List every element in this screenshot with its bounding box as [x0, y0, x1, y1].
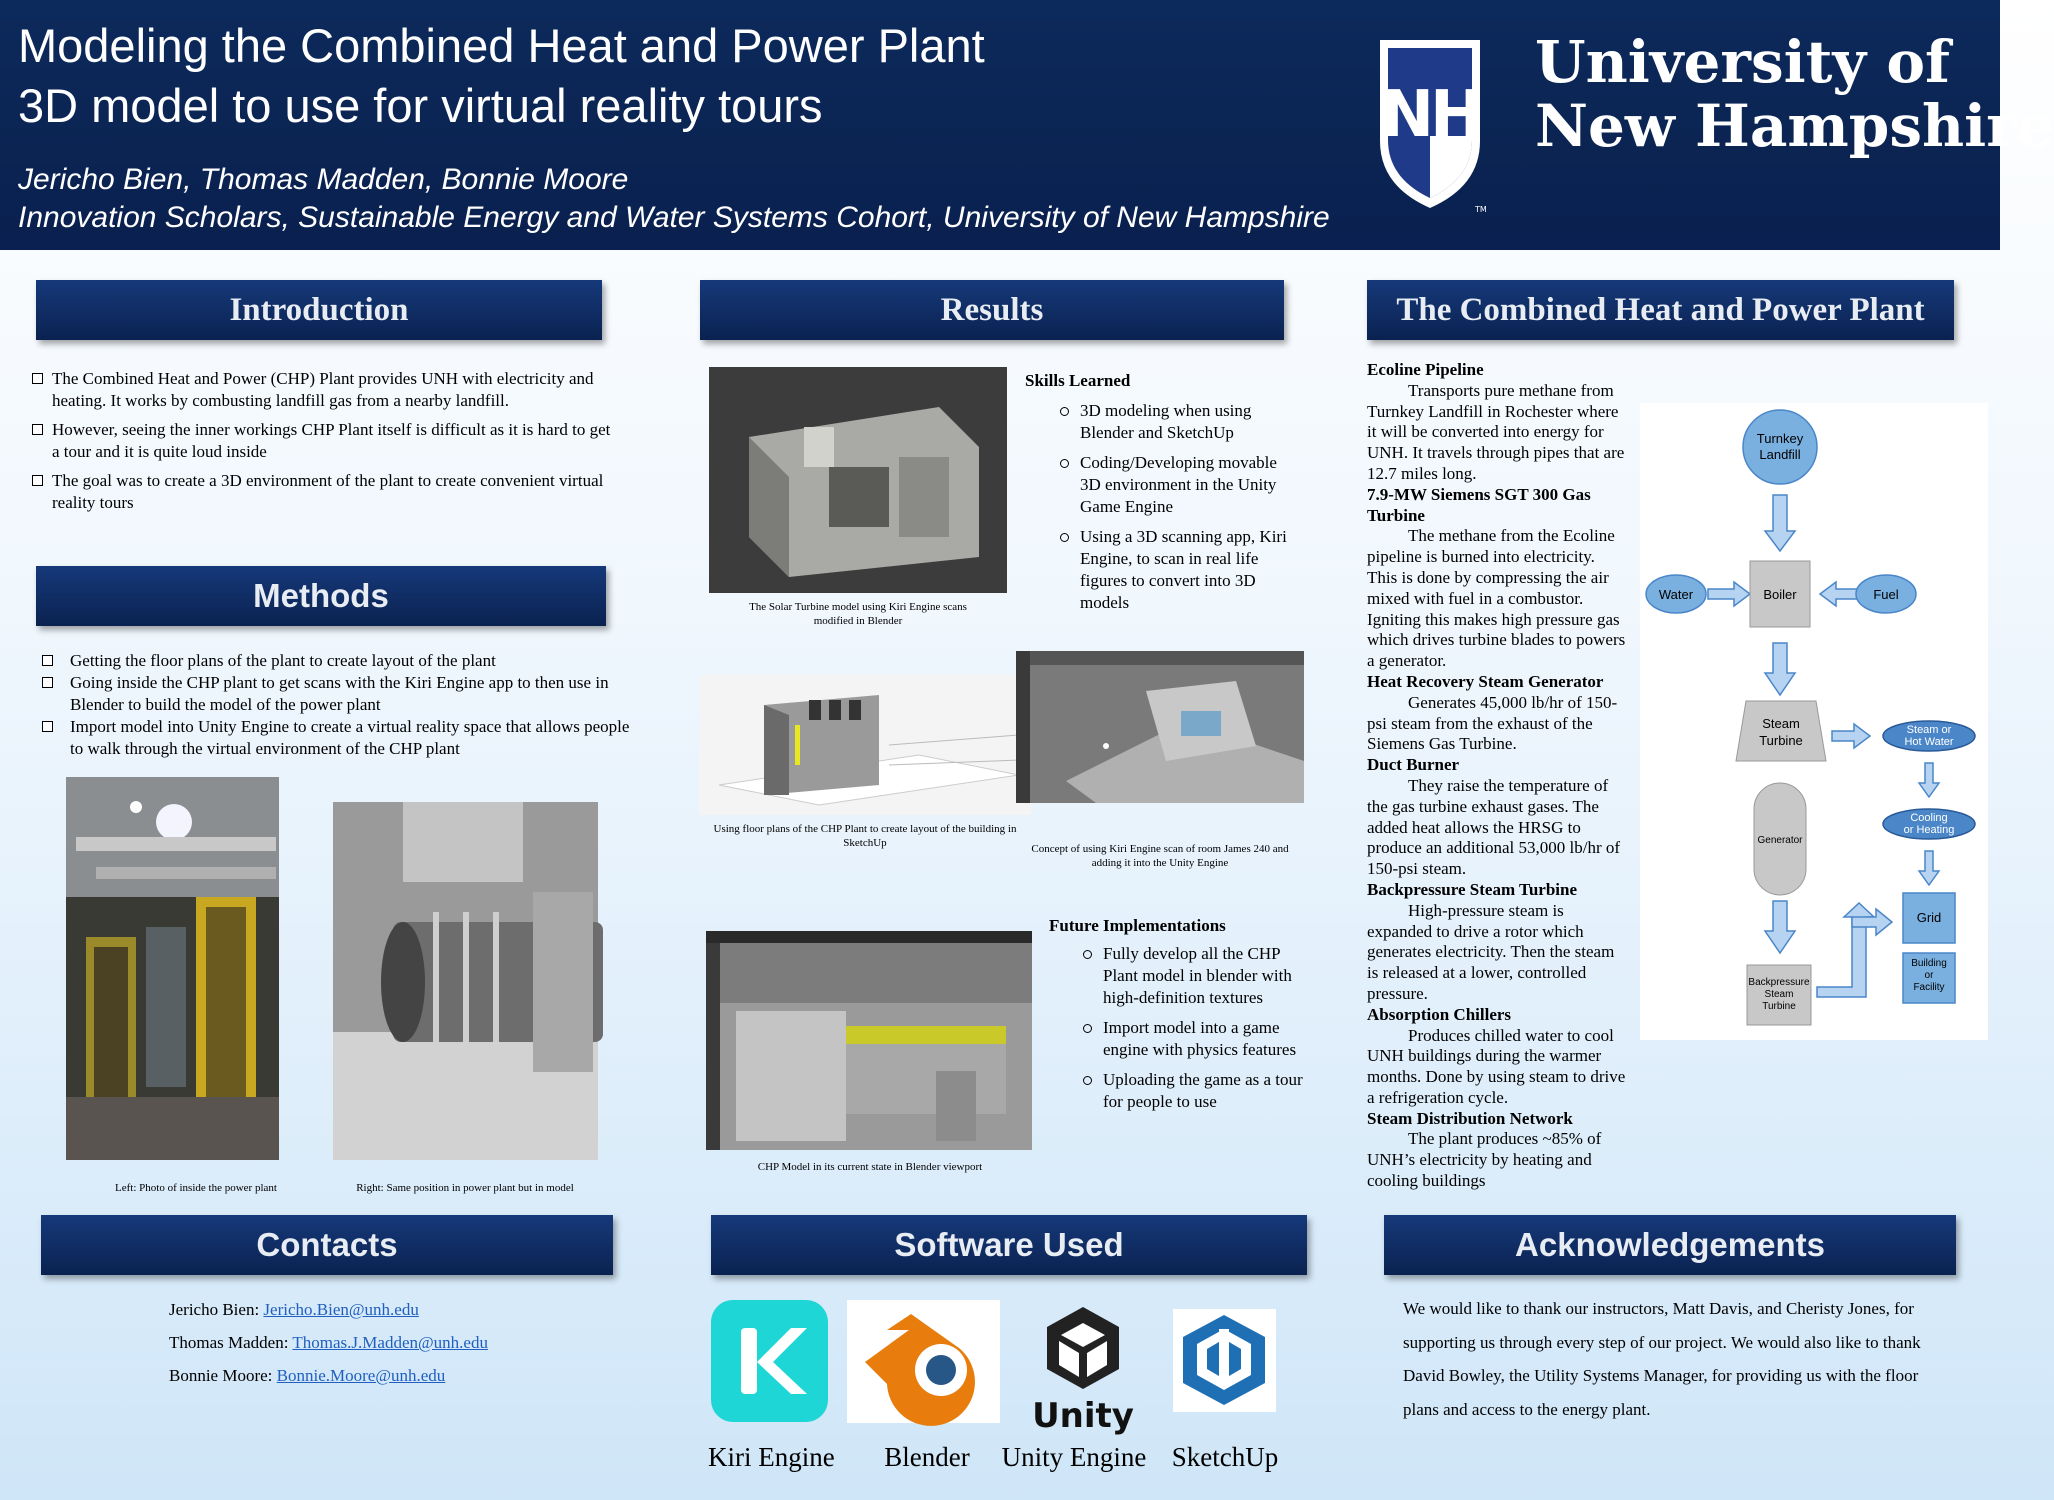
turnkey-label: Turnkey — [1756, 431, 1804, 446]
caption-turbine: The Solar Turbine model using Kiri Engine scans modified in Blender — [749, 601, 967, 627]
chp-heading: The Combined Heat and Power Plant — [1367, 280, 1954, 340]
authors: Jericho Bien, Thomas Madden, Bonnie Moore — [18, 163, 629, 196]
list-item: Going inside the CHP plant to get scans with the Kiri Engine app to then use in Blender to build the model of the power plant — [40, 672, 640, 716]
chp-item-body: They raise the temperature of the gas turbine exhaust gases. The added heat allows the HRSG to produce an additional 53,000 lb/hr of 150-psi steam. — [1367, 775, 1621, 879]
caption-right: Right: Same position in power plant but in model — [356, 1182, 574, 1194]
list-item: However, seeing the inner workings CHP Plant itself is difficult as it is hard to get a tour and it is quite loud inside — [30, 419, 620, 463]
contacts-list — [169, 1293, 488, 1392]
poster-title-line1: Modeling the Combined Heat and Power Plant — [18, 19, 985, 72]
chp-item-body: The methane from the Ecoline pipeline is burned into electricity. This is done by compressing the air mixed with fuel in a combustor. Igniting this makes high pressure gas which drives turbine blades to powers a generator. — [1367, 526, 1626, 671]
svg-text:Steam: Steam — [1764, 989, 1794, 1000]
svg-text:or: or — [1924, 970, 1934, 981]
plant-interior-photo — [66, 777, 279, 1160]
svg-text:Turbine: Turbine — [1759, 733, 1803, 748]
svg-text:Turbine: Turbine — [1762, 1001, 1796, 1012]
blender-icon — [847, 1300, 1000, 1423]
unity-icon — [1032, 1303, 1134, 1436]
list-item: 3D modeling when using Blender and SketchUp — [1058, 400, 1288, 444]
steam-turbine-label: Steam — [1762, 716, 1800, 731]
solar-turbine-model-image — [709, 367, 1007, 593]
chp-description — [1367, 360, 1629, 1192]
contact-row — [169, 1359, 488, 1392]
list-item: The goal was to create a 3D environment of the plant to create convenient virtual reality tours — [30, 470, 620, 514]
caption-left: Left: Photo of inside the power plant — [115, 1182, 277, 1194]
logo-letters: NH — [1380, 78, 1480, 152]
poster-title-line2: 3D model to use for virtual reality tours — [18, 79, 823, 132]
university-name-line2: New Hampshire — [1535, 92, 2054, 160]
results-heading: Results — [700, 280, 1284, 340]
software-label: Blender — [884, 1442, 970, 1472]
steam-turbine-node — [1736, 701, 1826, 761]
methods-list — [40, 650, 640, 760]
kiri-engine-icon — [711, 1300, 828, 1422]
future-heading: Future Implementations — [1049, 916, 1226, 935]
contact-row — [169, 1326, 488, 1359]
poster-header — [0, 0, 2054, 250]
svg-text:Facility: Facility — [1913, 982, 1945, 993]
plant-model-render — [333, 802, 598, 1160]
cooling-label: Cooling — [1910, 812, 1948, 824]
boiler-label: Boiler — [1763, 587, 1797, 602]
water-label: Water — [1658, 587, 1694, 602]
sketchup-icon — [1173, 1309, 1276, 1412]
email-link[interactable]: Bonnie.Moore@unh.edu — [276, 1366, 446, 1385]
fuel-label: Fuel — [1873, 587, 1899, 602]
svg-text:or Heating: or Heating — [1903, 824, 1955, 836]
svg-text:Hot Water: Hot Water — [1904, 736, 1954, 748]
blender-viewport-image — [706, 931, 1032, 1150]
list-item: Getting the floor plans of the plant to create layout of the plant — [40, 650, 640, 672]
chp-item-title: 7.9-MW Siemens SGT 300 Gas Turbine — [1367, 484, 1591, 525]
list-item: Using a 3D scanning app, Kiri Engine, to scan in real life figures to convert into 3D models — [1058, 526, 1288, 614]
list-item: The Combined Heat and Power (CHP) Plant provides UNH with electricity and heating. It works by combusting landfill gas from a nearby landfill. — [30, 368, 620, 412]
caption-concept: Concept of using Kiri Engine scan of room James 240 and adding it into the Unity Engine — [1031, 843, 1289, 869]
logo-tm: TM — [1475, 205, 1487, 214]
floorplan-sketchup-image — [699, 675, 1031, 815]
list-item: Fully develop all the CHP Plant model in blender with high-definition textures — [1081, 943, 1311, 1009]
chp-item-body: High-pressure steam is expanded to drive a rotor which generates electricity. Then the steam is released at a lower, controlled pressure. — [1367, 900, 1615, 1003]
chp-item-title: Absorption Chillers — [1367, 1004, 1512, 1024]
methods-heading: Methods — [36, 566, 606, 626]
caption-blender: CHP Model in its current state in Blender viewport — [757, 1161, 983, 1173]
list-item: Import model into Unity Engine to create a virtual reality space that allows people to walk through the virtual environment of the CHP plant — [40, 716, 640, 760]
skills-list — [1058, 400, 1288, 622]
list-item: Coding/Developing movable 3D environment in the Unity Game Engine — [1058, 452, 1288, 518]
email-link[interactable]: Thomas.J.Madden@unh.edu — [292, 1333, 488, 1352]
software-heading: Software Used — [711, 1215, 1307, 1275]
contact-name: Thomas Madden: — [169, 1333, 293, 1352]
list-item: Import model into a game engine with physics features — [1081, 1017, 1311, 1061]
skills-heading: Skills Learned — [1025, 371, 1131, 390]
unity-concept-image — [1016, 651, 1304, 803]
software-label: SketchUp — [1171, 1442, 1279, 1472]
chp-item-body: Transports pure methane from Turnkey Landfill in Rochester where it will be converted into energy for UNH. It travels through pipes that are 12.7 miles long. — [1367, 380, 1625, 483]
chp-item-title: Backpressure Steam Turbine — [1367, 879, 1578, 899]
contact-name: Jericho Bien: — [169, 1300, 264, 1319]
grid-label: Grid — [1916, 910, 1942, 925]
chp-flow-diagram — [1640, 403, 1988, 1040]
building-label: Building — [1911, 958, 1947, 969]
chp-item-title: Heat Recovery Steam Generator — [1367, 671, 1604, 691]
steam-hot-water-label: Steam or — [1906, 724, 1952, 736]
contact-row — [169, 1293, 488, 1326]
future-list — [1081, 943, 1311, 1121]
chp-item-title: Ecoline Pipeline — [1367, 360, 1484, 379]
unity-wordmark: Unity — [1032, 1396, 1134, 1436]
unh-shield-logo — [1375, 36, 1485, 216]
chp-item-title: Duct Burner — [1367, 755, 1460, 775]
affiliation: Innovation Scholars, Sustainable Energy and Water Systems Cohort, University of New Hampshire — [18, 201, 1330, 234]
acknowledgements-heading: Acknowledgements — [1384, 1215, 1956, 1275]
software-label: Unity Engine — [1001, 1442, 1147, 1472]
software-label: Kiri Engine — [708, 1442, 835, 1472]
introduction-list — [30, 368, 620, 521]
chp-item-title: Steam Distribution Network — [1367, 1108, 1573, 1128]
acknowledgements-text: We would like to thank our instructors, Matt Davis, and Cheristy Jones, for supporting us through every step of our project. We would also like to thank David Bowley, the Utility Systems Manager, for providing us with the floor plans and access to the energy plant. — [1403, 1299, 1921, 1419]
chp-item-body: Produces chilled water to cool UNH buildings during the warmer months. Done by using steam to drive a refrigeration cycle. — [1367, 1025, 1626, 1107]
email-link[interactable]: Jericho.Bien@unh.edu — [263, 1300, 419, 1319]
contact-name: Bonnie Moore: — [169, 1366, 277, 1385]
generator-label: Generator — [1757, 835, 1803, 846]
chp-item-body: Generates 45,000 lb/hr of 150-psi steam from the exhaust of the Siemens Gas Turbine. — [1367, 692, 1618, 754]
university-name-line1: University of — [1535, 28, 1950, 96]
chp-item-body: The plant produces ~85% of UNH’s electricity by heating and cooling buildings — [1367, 1129, 1602, 1191]
svg-text:Landfill: Landfill — [1759, 447, 1801, 462]
caption-floorplan: Using floor plans of the CHP Plant to create layout of the building in SketchUp — [713, 823, 1017, 849]
introduction-heading: Introduction — [36, 280, 602, 340]
backpressure-label: Backpressure — [1748, 977, 1810, 988]
contacts-heading: Contacts — [41, 1215, 613, 1275]
list-item: Uploading the game as a tour for people to use — [1081, 1069, 1311, 1113]
